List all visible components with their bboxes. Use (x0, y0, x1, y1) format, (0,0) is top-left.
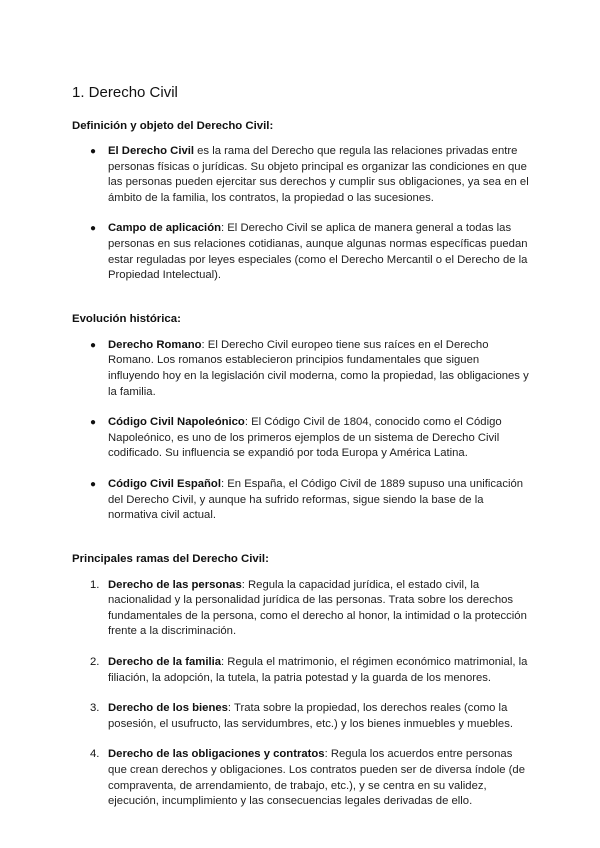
history-list (72, 338, 532, 524)
list-item: ● Campo de aplicación: El Derecho Civil se aplica de manera general a todas las personas en sus relaciones cotidianas, aunque algunas normas específicas puedan estar reguladas por leyes especiales (como el Derecho Mercantil o el Derecho de la Propiedad Intelectual). (90, 222, 528, 282)
section-heading-evolucion: Evolución histórica: (72, 312, 181, 325)
item-number: 3. (90, 702, 100, 715)
section-heading-ramas: Principales ramas del Derecho Civil: (72, 552, 269, 565)
list-item: ● Código Civil Español: En España, el Código Civil de 1889 supuso una unificación del Derecho Civil, y aunque ha sufrido reformas, sigue siendo la base de la normativa civil actual. (90, 477, 524, 522)
list-item: 4. Derecho de las obligaciones y contratos: Regula los acuerdos entre personas que crean derechos y obligaciones. Los contratos pueden ser de diversa índole (de compraventa, de arrendamiento, de trabajo, etc.), y se centra en su validez, ejecución, incumplimiento y las consecuencias legales derivadas de ello. (90, 748, 525, 808)
definition-list (72, 144, 532, 284)
bullet-icon: ● (90, 478, 97, 490)
branches-list (72, 578, 532, 810)
list-item: ● Derecho Romano: El Derecho Civil europeo tiene sus raíces en el Derecho Romano. Los romanos establecieron principios fundamentales que siguen influyendo hoy en la legislación civil moderna, como la propiedad, las obligaciones y la familia. (90, 338, 529, 398)
bullet-icon: ● (90, 223, 97, 235)
bullet-icon: ● (90, 417, 97, 429)
document-page (72, 82, 532, 810)
list-item: 2. Derecho de la familia: Regula el matrimonio, el régimen económico matrimonial, la filiación, la adopción, la tutela, la patria potestad y la guarda de los menores. (90, 656, 528, 684)
list-item: ● El Derecho Civil es la rama del Derecho que regula las relaciones privadas entre personas físicas o jurídicas. Su objeto principal es organizar las condiciones en que las personas pueden ejercitar sus derechos y cumplir sus obligaciones, ya sea en el ámbito de la familia, los contratos, la propiedad o las sucesiones. (90, 145, 529, 204)
list-item: ● Código Civil Napoleónico: El Código Civil de 1804, conocido como el Código Napoleónico, es uno de los primeros ejemplos de un sistema de Derecho Civil codificado. Su influencia se expandió por toda Europa y América Latina. (90, 416, 502, 460)
bullet-icon: ● (90, 146, 97, 157)
item-number: 4. (90, 748, 100, 761)
item-number: 1. (90, 578, 100, 591)
item-number: 2. (90, 656, 100, 669)
section-heading-definicion: Definición y objeto del Derecho Civil: (72, 120, 274, 132)
list-item: 3. Derecho de los bienes: Trata sobre la propiedad, los derechos reales (como la posesión, el usufructo, las servidumbres, etc.) y los bienes inmuebles y muebles. (90, 702, 513, 730)
document-title: 1. Derecho Civil (72, 84, 178, 101)
list-item: 1. Derecho de las personas: Regula la capacidad jurídica, el estado civil, la nacionalidad y la personalidad jurídica de las personas. Trata sobre los derechos fundamentales de la persona, como el derecho al honor, la intimidad o la protección frente a la discriminación. (90, 578, 527, 638)
bullet-icon: ● (90, 339, 97, 351)
